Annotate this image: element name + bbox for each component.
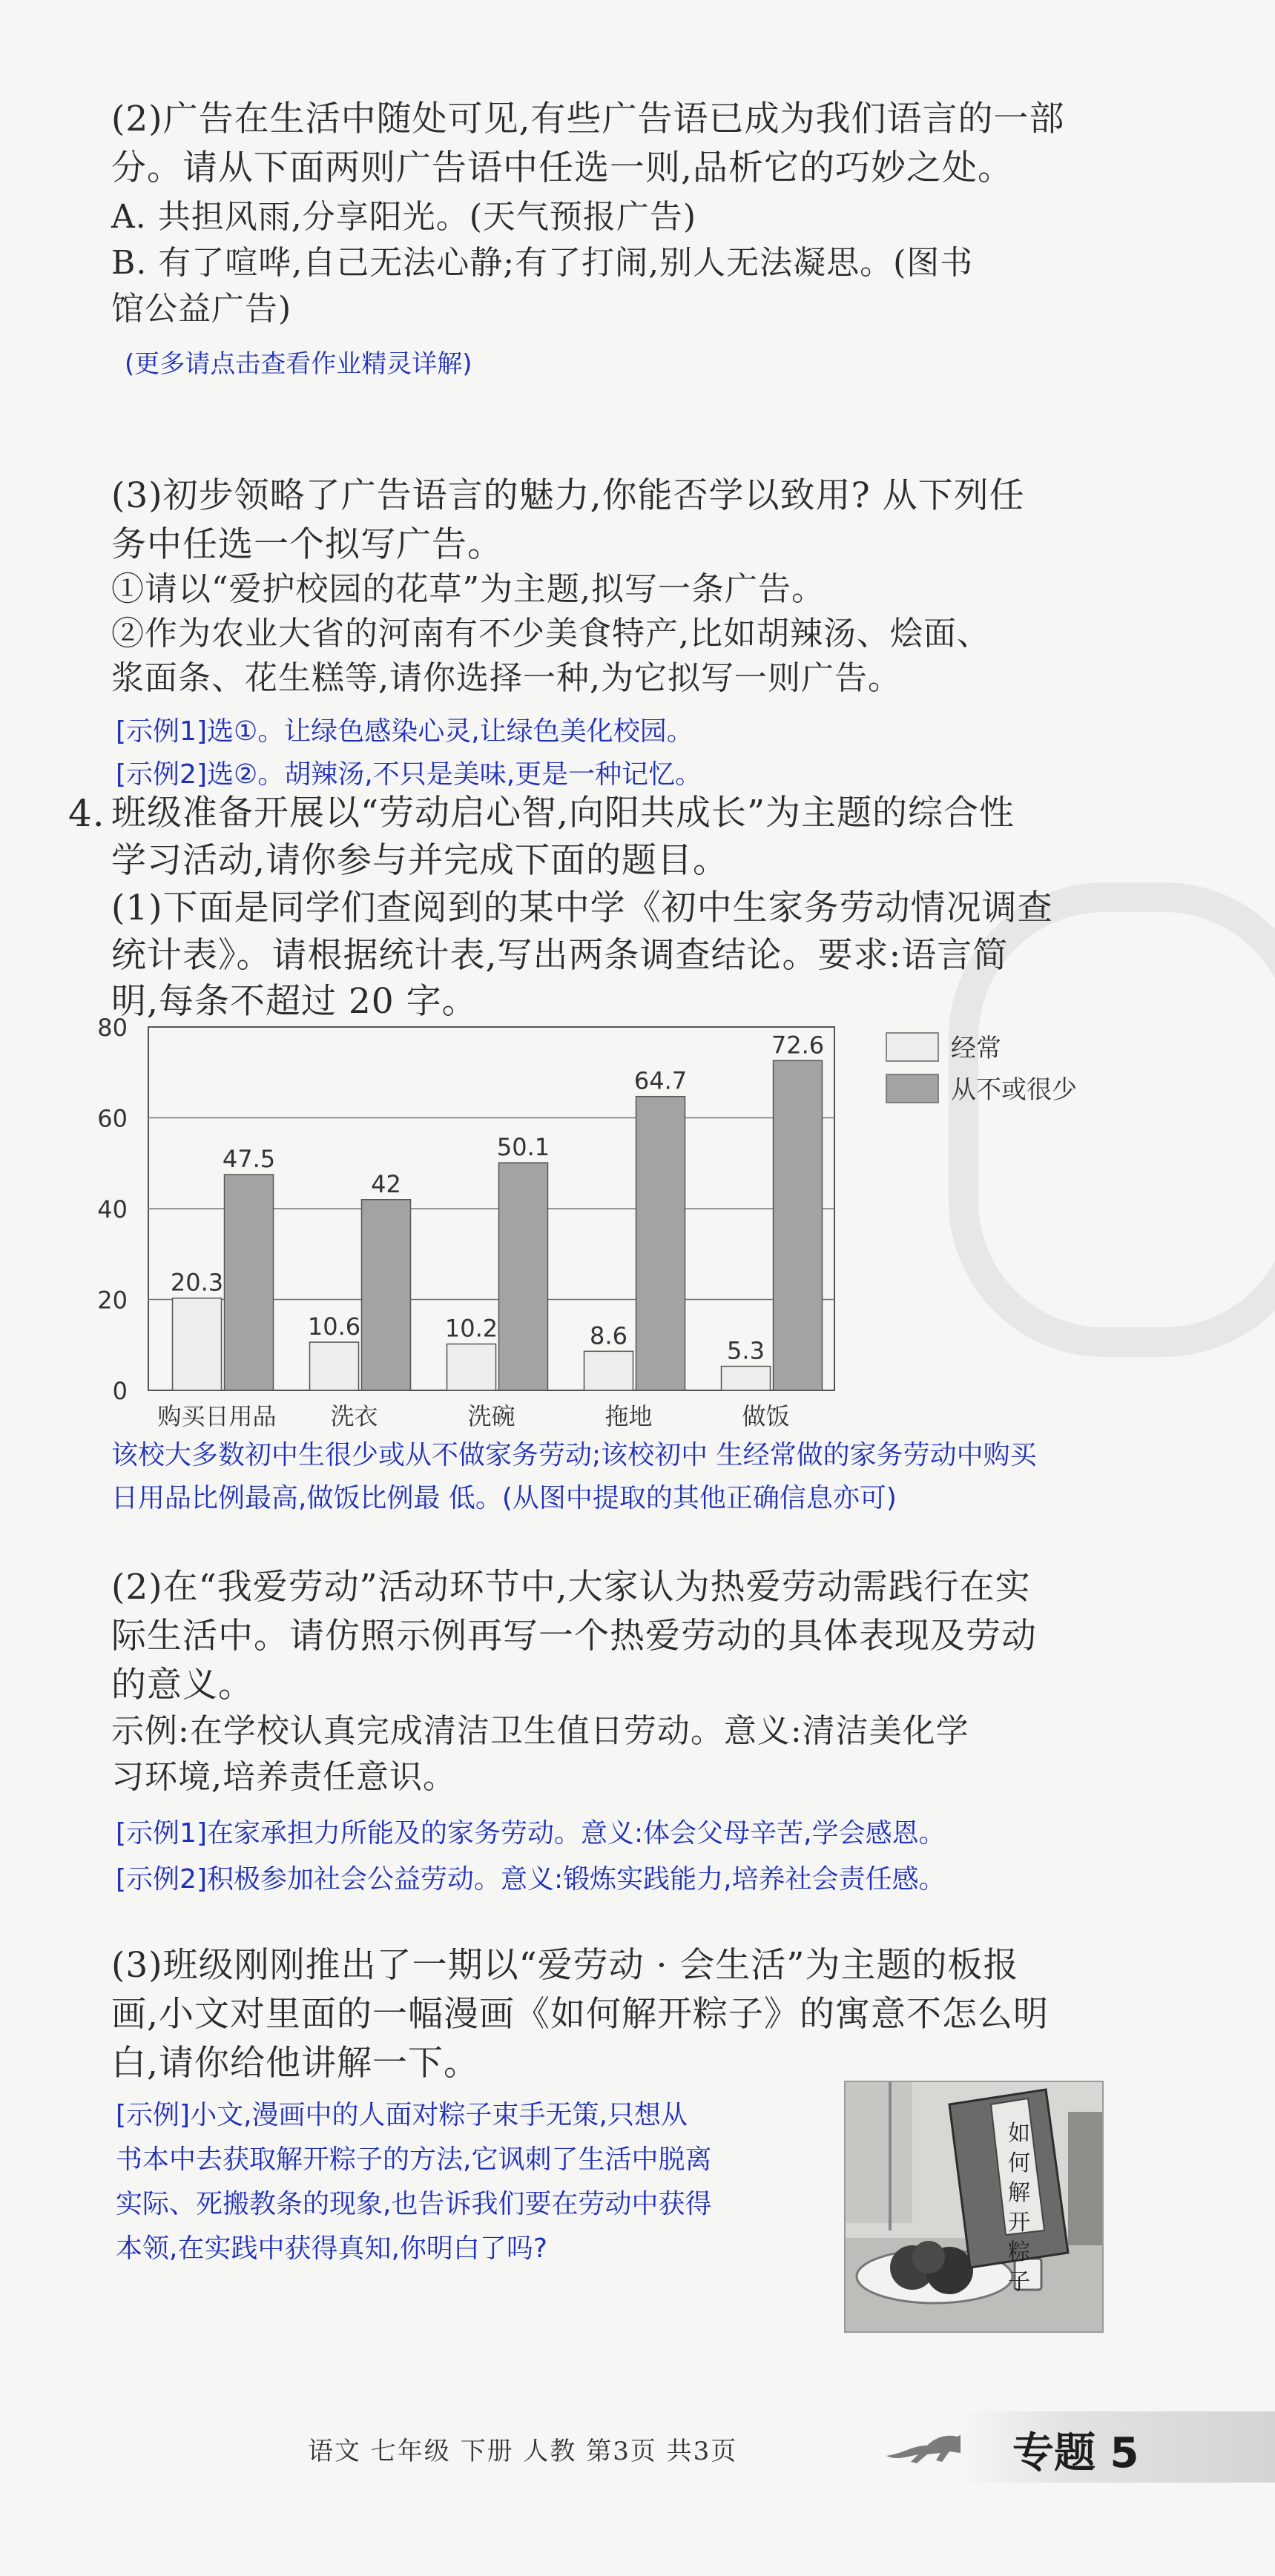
- q4-2-line3: 的意义。: [111, 1665, 254, 1705]
- q4-3-answer-line1: [示例]小文,漫画中的人面对粽子束手无策,只想从: [116, 2100, 688, 2130]
- data-label: 50.1: [496, 1133, 550, 1162]
- bar-chart: [82, 1012, 1164, 1442]
- bar-often: [173, 1298, 222, 1390]
- book-title-line1: 如何: [1008, 2121, 1030, 2176]
- q3-3-line1: (3)初步领略了广告语言的魅力,你能否学以致用? 从下列任: [111, 475, 1025, 516]
- q3-3-option1: ①请以“爱护校园的花草”为主题,拟写一条广告。: [111, 570, 825, 608]
- bar-rarely: [499, 1163, 548, 1390]
- y-tick-label: 0: [112, 1377, 128, 1405]
- bar-rarely: [636, 1097, 685, 1390]
- q4-3-line2: 画,小文对里面的一幅漫画《如何解开粽子》的寓意不怎么明: [111, 1994, 1049, 2035]
- q3-2-line1: (2)广告在生活中随处可见,有些广告语已成为我们语言的一部: [111, 99, 1065, 139]
- q4-2-answer1: [示例1]在家承担力所能及的家务劳动。意义:体会父母辛苦,学会感恩。: [116, 1818, 946, 1849]
- data-label: 10.2: [444, 1314, 498, 1343]
- q3-2-option-b-line2: 馆公益广告): [111, 290, 292, 328]
- q4-3-answer-line2: 书本中去获取解开粽子的方法,它讽刺了生活中脱离: [116, 2144, 712, 2175]
- x-tick-label: 洗衣: [330, 1402, 378, 1430]
- q4-intro-line2: 学习活动,请你参与并完成下面的题目。: [111, 840, 728, 881]
- legend-label: 经常: [951, 1034, 1001, 1063]
- q4-number: 4.: [68, 792, 105, 835]
- q4-1-line3: 明,每条不超过 20 字。: [111, 981, 478, 1022]
- topic-badge-label: 专题 5: [1012, 2429, 1139, 2477]
- q4-intro-line1: 班级准备开展以“劳动启心智,向阳共成长”为主题的综合性: [111, 793, 1015, 833]
- q3-3-line2: 务中任选一个拟写广告。: [111, 524, 503, 565]
- y-tick-label: 40: [97, 1195, 128, 1223]
- bar-often: [310, 1342, 359, 1390]
- y-tick-label: 80: [97, 1014, 128, 1042]
- bar-rarely: [362, 1200, 411, 1390]
- x-tick-label: 洗碗: [467, 1402, 515, 1430]
- y-tick-label: 20: [97, 1286, 128, 1315]
- q4-1-answer-line1: 该校大多数初中生很少或从不做家务劳动;该校初中 生经常做的家务劳动中购买: [111, 1440, 1037, 1470]
- q4-2-line2: 际生活中。请仿照示例再写一个热爱劳动的具体表现及劳动: [111, 1616, 1037, 1657]
- book-title-line2: 解开: [1008, 2180, 1030, 2236]
- q3-2-line2: 分。请从下面两则广告语中任选一则,品析它的巧妙之处。: [111, 148, 1013, 188]
- q4-3-answer-line4: 本领,在实践中获得真知,你明白了吗?: [116, 2233, 547, 2264]
- data-label: 10.6: [307, 1312, 361, 1341]
- legend-swatch: [886, 1033, 938, 1061]
- bar-rarely: [225, 1175, 274, 1390]
- data-label: 5.3: [727, 1336, 765, 1365]
- q4-2-example-line2: 习环境,培养责任意识。: [111, 1758, 456, 1796]
- q4-2-answer2: [示例2]积极参加社会公益劳动。意义:锻炼实践能力,培养社会责任感。: [116, 1864, 946, 1895]
- legend-swatch: [886, 1074, 938, 1103]
- q3-3-answer1: [示例1]选①。让绿色感染心灵,让绿色美化校园。: [116, 716, 693, 747]
- q4-2-line1: (2)在“我爱劳动”活动环节中,大家认为热爱劳动需践行在实: [111, 1567, 1031, 1608]
- q4-1-line1: (1)下面是同学们查阅到的某中学《初中生家务劳动情况调查: [111, 888, 1053, 928]
- data-label: 8.6: [590, 1321, 627, 1350]
- y-tick-label: 60: [97, 1104, 128, 1133]
- bar-often: [722, 1367, 771, 1390]
- data-label: 20.3: [170, 1268, 224, 1297]
- data-label: 47.5: [222, 1145, 276, 1174]
- bar-often: [584, 1351, 633, 1390]
- footer-text: 语文 七年级 下册 人教 第3页 共3页: [308, 2437, 738, 2466]
- data-label: 64.7: [633, 1066, 688, 1095]
- data-label: 72.6: [771, 1031, 825, 1060]
- q4-3-line1: (3)班级刚刚推出了一期以“爱劳动 · 会生活”为主题的板报: [111, 1945, 1019, 1986]
- q4-3-answer-line3: 实际、死搬教条的现象,也告诉我们要在劳动中获得: [116, 2189, 712, 2219]
- data-label: 42: [371, 1169, 401, 1198]
- q4-1-line2: 统计表》。请根据统计表,写出两条调查结论。要求:语言简: [111, 935, 1009, 976]
- book-title-line3: 粽子: [1008, 2239, 1030, 2295]
- q3-3-option2-line2: 浆面条、花生糕等,请你选择一种,为它拟写一则广告。: [111, 659, 901, 697]
- x-tick-label: 拖地: [604, 1402, 653, 1430]
- more-details-link[interactable]: (更多请点击查看作业精灵详解): [125, 349, 472, 379]
- q3-2-option-b-line1: B. 有了喧哗,自己无法心静;有了打闹,别人无法凝思。(图书: [111, 244, 974, 282]
- q3-3-answer2: [示例2]选②。胡辣汤,不只是美味,更是一种记忆。: [116, 759, 702, 790]
- q4-1-answer-line2: 日用品比例最高,做饭比例最 低。(从图中提取的其他正确信息亦可): [111, 1483, 897, 1513]
- cartoon-image: [844, 2081, 1104, 2333]
- x-tick-label: 做饭: [742, 1402, 790, 1430]
- bar-often: [447, 1344, 496, 1390]
- q4-2-example-line1: 示例:在学校认真完成清洁卫生值日劳动。意义:清洁美化学: [111, 1712, 969, 1750]
- bar-rarely: [774, 1060, 823, 1390]
- q3-3-option2-line1: ②作为农业大省的河南有不少美食特产,比如胡辣汤、烩面、: [111, 615, 990, 653]
- x-tick-label: 购买日用品: [157, 1402, 277, 1430]
- q3-2-option-a: A. 共担风雨,分享阳光。(天气预报广告): [111, 198, 697, 236]
- q4-3-line3: 白,请你给他讲解一下。: [111, 2043, 479, 2084]
- legend-label: 从不或很少: [951, 1075, 1077, 1105]
- topic-badge: [961, 2411, 1275, 2483]
